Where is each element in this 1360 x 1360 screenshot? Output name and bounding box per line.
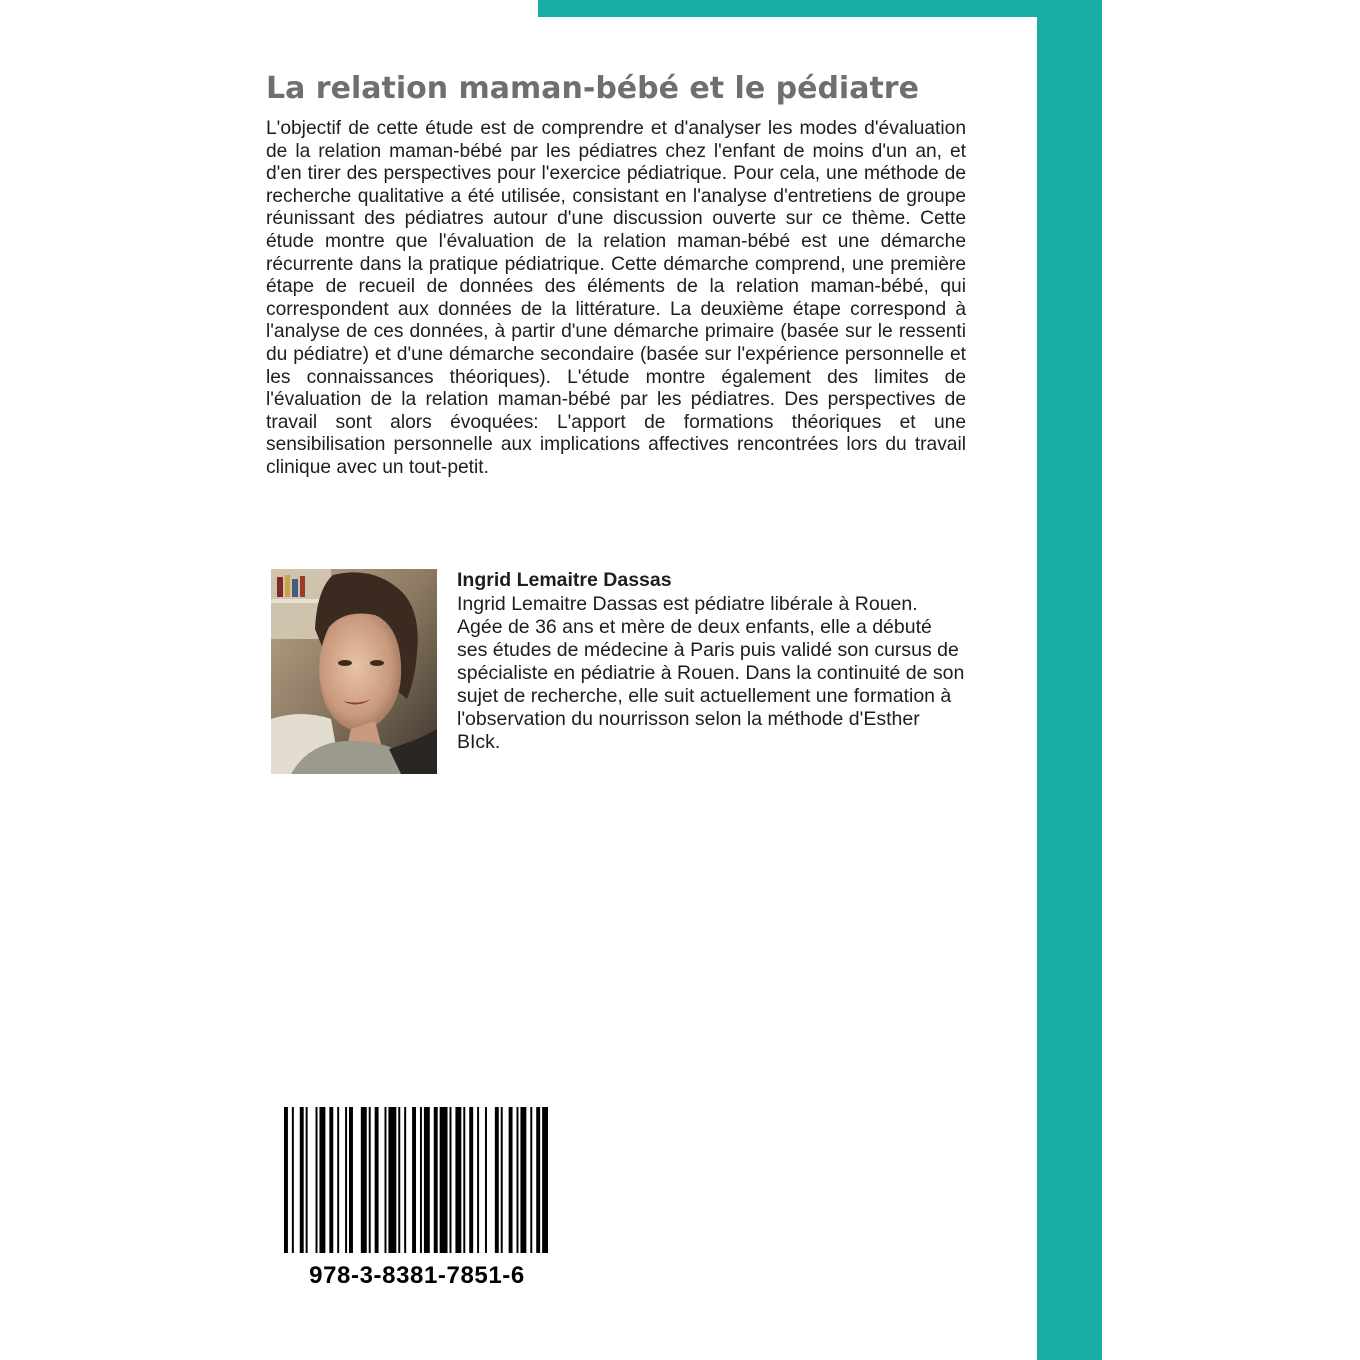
barcode-bar: [404, 1107, 406, 1253]
barcode-bar: [530, 1107, 532, 1253]
barcode-bar: [536, 1107, 540, 1253]
barcode-bar: [455, 1107, 461, 1253]
barcode-bar: [375, 1107, 379, 1253]
author-photo: [271, 569, 437, 774]
barcode-bar: [517, 1107, 519, 1253]
barcode-bar: [469, 1107, 473, 1253]
barcode-bar: [542, 1107, 548, 1253]
barcode-bar: [520, 1107, 526, 1253]
accent-stripe-spine: [1037, 0, 1102, 1360]
isbn-barcode: [284, 1107, 550, 1253]
barcode-bar: [319, 1107, 325, 1253]
barcode-bar: [450, 1107, 452, 1253]
barcode-bar: [509, 1107, 513, 1253]
barcode-bar: [485, 1107, 487, 1253]
barcode-bar: [292, 1107, 294, 1253]
barcode-bar: [495, 1107, 499, 1253]
isbn-number: 978-3-8381-7851-6: [309, 1262, 525, 1289]
barcode-bar: [424, 1107, 430, 1253]
barcode-bar: [337, 1107, 339, 1253]
barcode-bar: [284, 1107, 288, 1253]
book-title: La relation maman-bébé et le pédiatre: [266, 71, 919, 106]
book-abstract: L'objectif de cette étude est de comprendre et d'analyser les modes d'évaluation de la relation maman-bébé par les pédiatres chez l'enfant de moins d'un an, et d'en tirer des perspectives pour l'exercice pédiatrique. Pour cela, une méthode de recherche qualitative a été utilisée, consistant en l'analyse d'entretiens de groupe réunissant des pédiatres autour d'une discussion ouverte sur ce thème. Cette étude montre que l'évaluation de la relation maman-bébé est une démarche récurrente dans la pratique pédiatrique. Cette démarche comprend, une première étape de recueil de données des éléments de la relation maman-bébé, qui correspondent aux données de la littérature. La deuxième étape correspond à l'analyse de ces données, à partir d'une démarche primaire (basée sur le ressenti du pédiatre) et d'une démarche secondaire (basée sur l'expérience personnelle et les connaissances théoriques). L'étude montre également des limites de l'évaluation de la relation maman-bébé par les pédiatres. Des perspectives de travail sont alors évoquées: L'apport de formations théoriques et une sensibilisation personnelle aux implications affectives rencontrées lors du travail clinique avec un tout-petit.: [266, 118, 966, 478]
barcode-bar: [501, 1107, 503, 1253]
barcode-bar: [434, 1107, 438, 1253]
barcode-bar: [329, 1107, 333, 1253]
barcode-bar: [316, 1107, 318, 1253]
barcode-bar: [420, 1107, 422, 1253]
barcode-bar: [477, 1107, 479, 1253]
barcode-bar: [398, 1107, 400, 1253]
barcode-bar: [440, 1107, 448, 1253]
accent-stripe-top: [538, 0, 1102, 17]
barcode-bar: [384, 1107, 386, 1253]
author-bio: Ingrid Lemaitre Dassas est pédiatre libérale à Rouen. Agée de 36 ans et mère de deux enfants, elle a débuté ses études de médecine à Paris puis validé son cursus de spécialiste en pédiatrie à Rouen. Dans la continuité de son sujet de recherche, elle suit actuellement une formation à l'observation du nourrisson selon la méthode d'Esther BIck.: [457, 593, 965, 753]
barcode-bar: [388, 1107, 396, 1253]
barcode-bar: [412, 1107, 416, 1253]
barcode-bar: [300, 1107, 304, 1253]
barcode-bar: [306, 1107, 308, 1253]
barcode-bar: [361, 1107, 367, 1253]
barcode-bar: [349, 1107, 353, 1253]
author-name: Ingrid Lemaitre Dassas: [457, 569, 672, 591]
barcode-bar: [463, 1107, 465, 1253]
barcode-bar: [369, 1107, 371, 1253]
barcode-bar: [345, 1107, 347, 1253]
